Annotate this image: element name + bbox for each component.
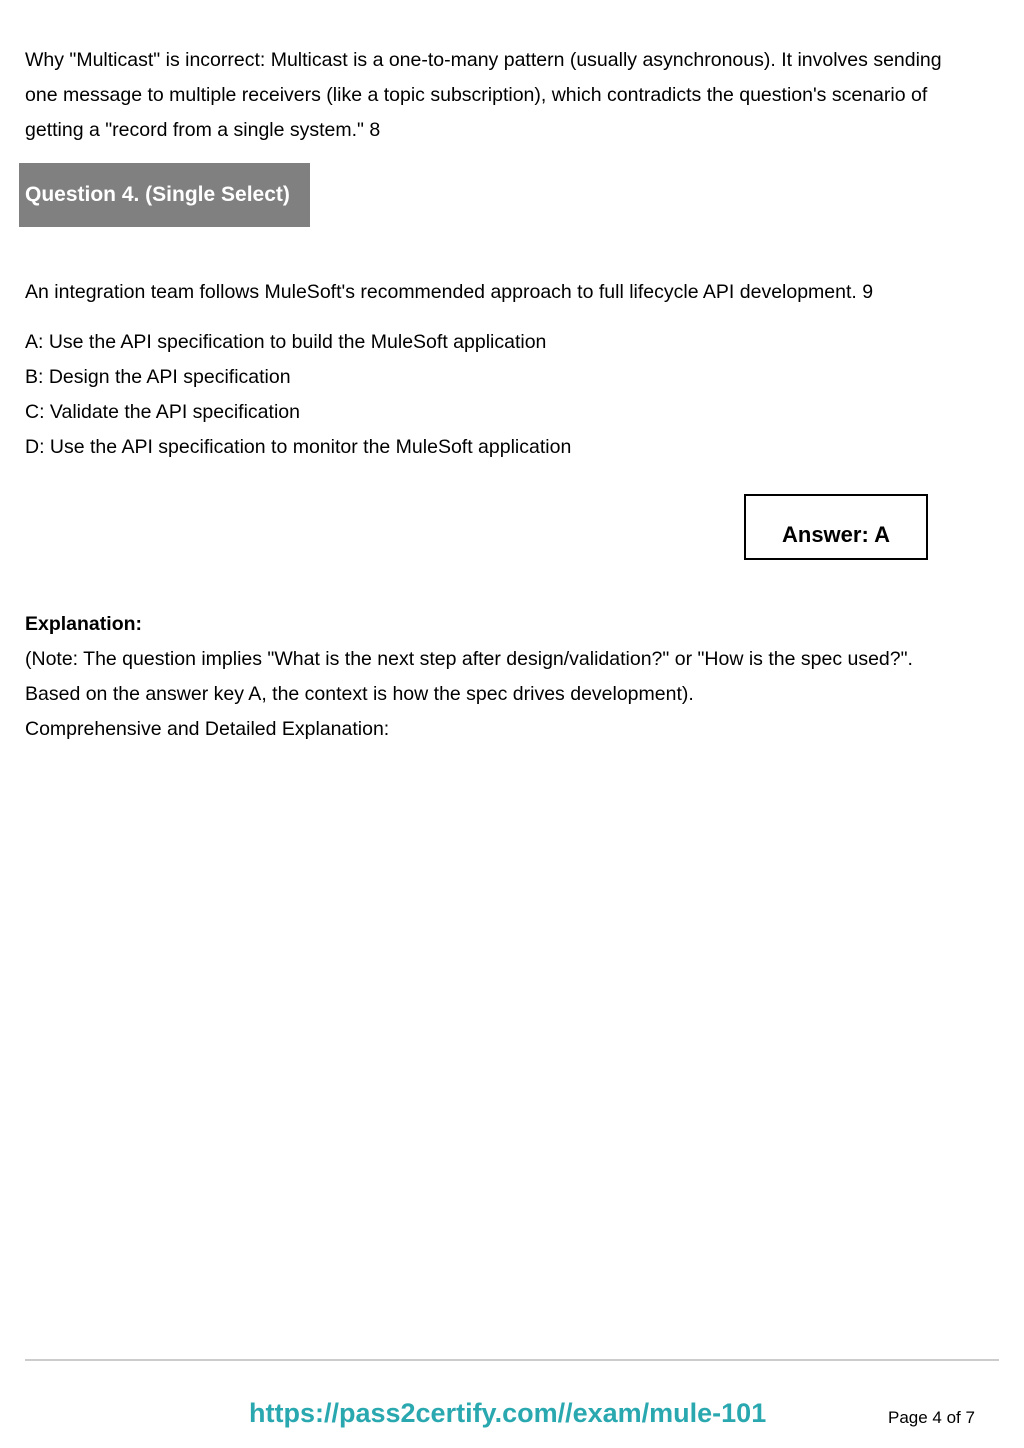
answer-box: Answer: A <box>744 494 928 560</box>
footer-url-link[interactable]: https://pass2certify.com//exam/mule-101 <box>249 1398 767 1428</box>
explanation-line: (Note: The question implies "What is the next step after design/validation?" or "How is the spec used?". <box>25 648 913 670</box>
intro-line: one message to multiple receivers (like a topic subscription), which contradicts the question's scenario of <box>25 84 928 106</box>
intro-line: Why "Multicast" is incorrect: Multicast is a one-to-many pattern (usually asynchronous). It involves sending <box>25 49 942 71</box>
footer-divider <box>25 1359 999 1361</box>
option-d: D: Use the API specification to monitor the MuleSoft application <box>25 436 572 458</box>
explanation-line: Comprehensive and Detailed Explanation: <box>25 718 390 740</box>
explanation-title: Explanation: <box>25 613 143 635</box>
option-c: C: Validate the API specification <box>25 401 300 423</box>
intro-line: getting a "record from a single system." 8 <box>25 119 381 141</box>
option-b: B: Design the API specification <box>25 366 291 388</box>
page-number: Page 4 of 7 <box>888 1408 975 1427</box>
question-text: An integration team follows MuleSoft's recommended approach to full lifecycle API development. 9 <box>25 281 874 303</box>
explanation-line: Based on the answer key A, the context is how the spec drives development). <box>25 683 694 705</box>
question-header: Question 4. (Single Select) <box>19 163 310 227</box>
option-a: A: Use the API specification to build the MuleSoft application <box>25 331 547 353</box>
